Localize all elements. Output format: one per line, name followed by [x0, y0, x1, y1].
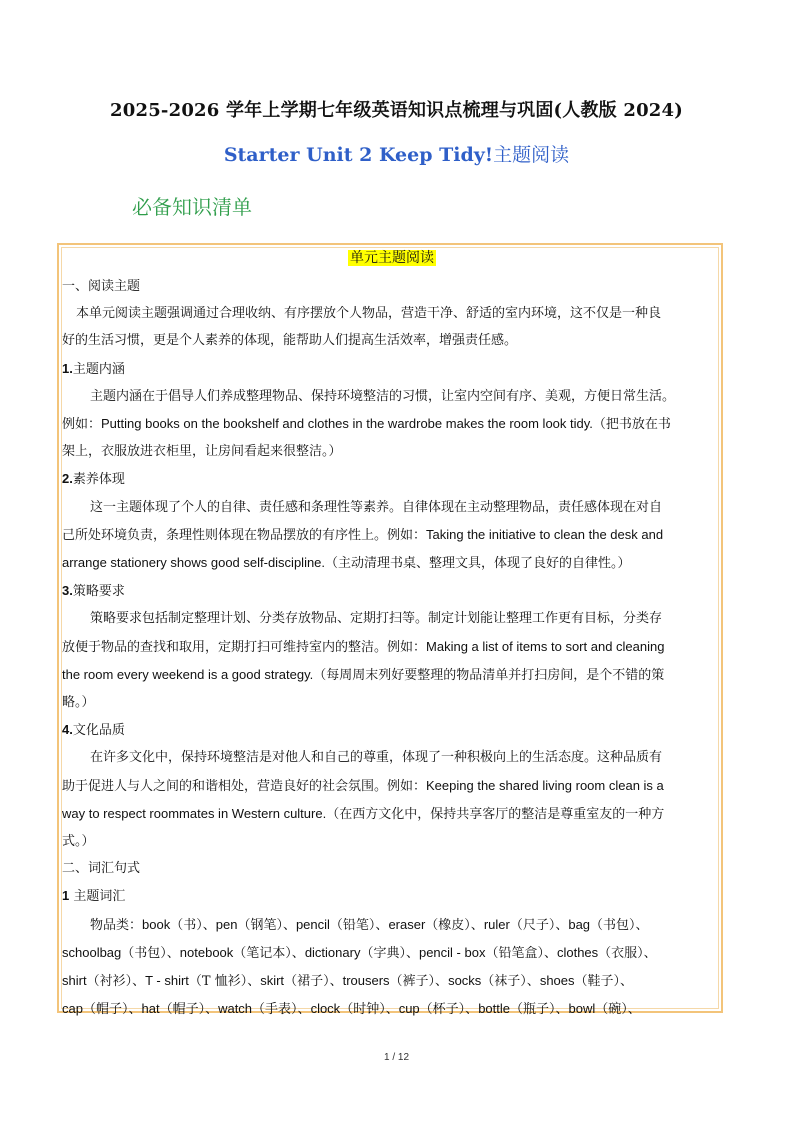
box-content [62, 245, 722, 1023]
text-line: 策略要求包括制定整理计划、分类存放物品、定期打扫等。制定计划能让整理工作更有目标，分类存 [90, 611, 663, 627]
text-line: 3.策略要求 [62, 583, 125, 600]
subtitle-chinese: 主题阅读 [493, 144, 570, 166]
text-line: 本单元阅读主题强调通过合理收纳、有序摆放个人物品，营造干净、舒适的室内环境，这不仅是一种良 [76, 306, 662, 322]
section-heading: 必备知识清单 [132, 195, 252, 219]
text-line: 在许多文化中，保持环境整洁是对他人和自己的尊重，体现了一种积极向上的生活态度。这种品质有 [90, 750, 663, 766]
text-line: 架上，衣服放进衣柜里，让房间看起来很整洁。） [62, 444, 342, 460]
text-line: 这一主题体现了个人的自律、责任感和条理性等素养。自律体现在主动整理物品，责任感体现在对自 [90, 499, 663, 515]
box-title: 单元主题阅读 [350, 250, 434, 266]
text-line: 二、词汇句式 [62, 861, 141, 877]
text-line: 放便于物品的查找和取用，定期打扫可维持室内的整洁。例如：Making a list of items to sort and cleaning [62, 638, 665, 655]
text-line: cap（帽子）、hat（帽子）、watch（手表）、clock（时钟）、cup（杯子）、bottle（瓶子）、bowl（碗）、 [62, 1001, 641, 1018]
text-line: shirt（衬衫）、T - shirt（T 恤衫）、skirt（裙子）、trousers（裤子）、socks（袜子）、shoes（鞋子）、 [62, 973, 634, 990]
text-line: 己所处环境负责，条理性则体现在物品摆放的有序性上。例如：Taking the initiative to clean the desk and [62, 526, 664, 543]
text-line: 好的生活习惯，更是个人素养的体现，能帮助人们提高生活效率，增强责任感。 [62, 333, 518, 349]
subtitle-english: Starter Unit 2 Keep Tidy! [223, 144, 494, 166]
text-line: 1.主题内涵 [62, 360, 125, 377]
document-title: 2025-2026 学年上学期七年级英语知识点梳理与巩固(人教版 2024) [110, 100, 683, 121]
text-line: 略。） [62, 695, 95, 711]
unit-subtitle [0, 140, 793, 167]
text-line: arrange stationery shows good self-discipline.（主动清理书桌、整理文具，体现了良好的自律性。） [62, 555, 631, 572]
text-line: 4.文化品质 [62, 722, 125, 739]
text-line: 1 主题词汇 [62, 888, 126, 905]
text-line: way to respect roommates in Western culture.（在西方文化中，保持共享客厅的整洁是尊重室友的一种方 [62, 805, 665, 822]
text-line: 式。） [62, 834, 95, 850]
text-line: schoolbag（书包）、notebook（笔记本）、dictionary（字典）、pencil - box（铅笔盒）、clothes（衣服）、 [62, 944, 657, 961]
text-line: 主题内涵在于倡导人们养成整理物品、保持环境整洁的习惯，让室内空间有序、美观，方便日常生活。 [90, 388, 676, 404]
text-line: 助于促进人与人之间的和谐相处，营造良好的社会氛围。例如：Keeping the shared living room clean is a [62, 777, 664, 794]
box-lines [62, 273, 722, 1023]
text-line: 例如：Putting books on the bookshelf and clothes in the wardrobe makes the room look tidy.（把书放在书 [62, 416, 671, 433]
page-number: 1 / 12 [383, 1052, 410, 1063]
text-line: the room every weekend is a good strategy.（每周周末列好要整理的物品清单并打扫房间，是个不错的策 [62, 666, 665, 683]
text-line: 2.素养体现 [62, 471, 125, 488]
text-line: 一、阅读主题 [62, 279, 141, 294]
text-line: 物品类：book（书）、pen（钢笔）、pencil（铅笔）、eraser（橡皮）、ruler（尺子）、bag（书包）、 [90, 916, 649, 933]
